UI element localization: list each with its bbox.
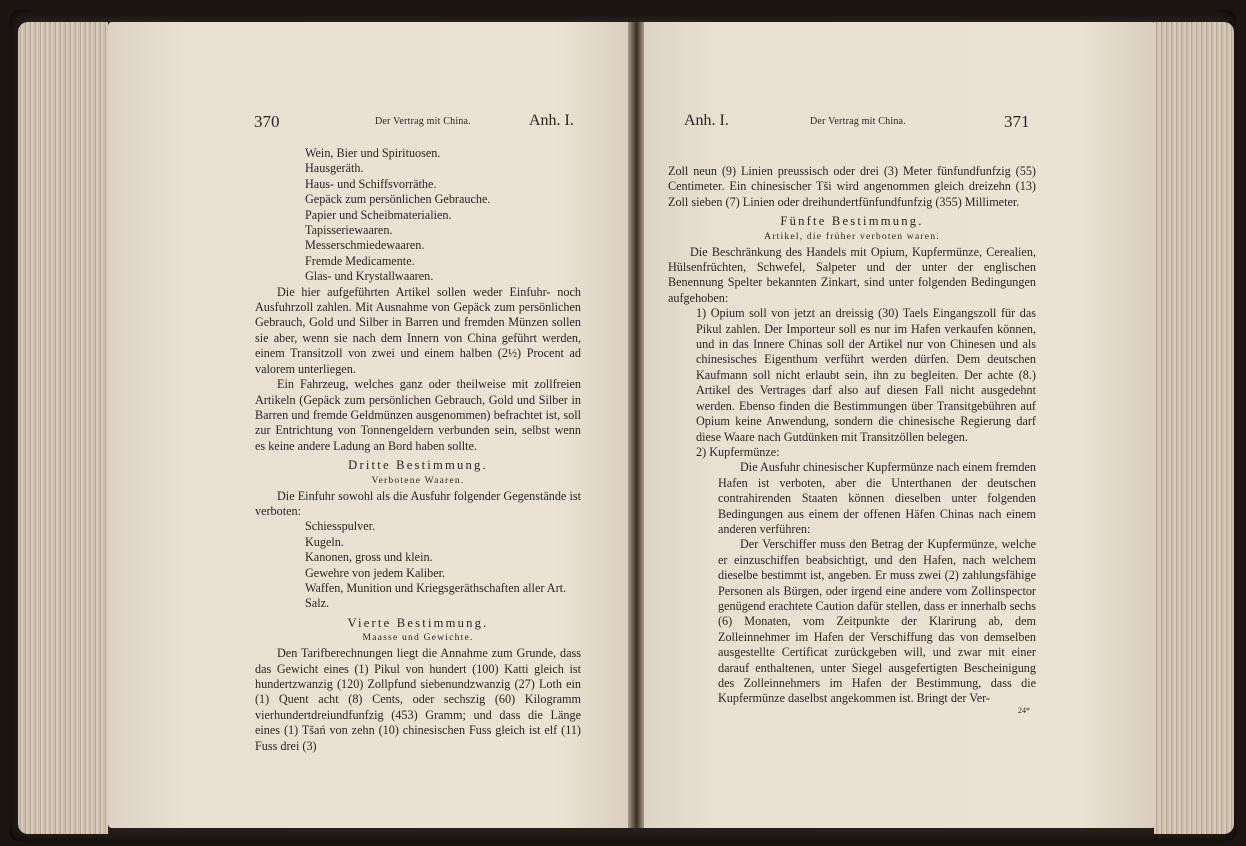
left-running-header — [108, 112, 634, 136]
list-item: Papier und Scheibmaterialien. — [305, 207, 452, 222]
left-page-body — [255, 146, 581, 754]
list-item: Waffen, Munition und Kriegsgeräthschaften aller Art. — [305, 580, 567, 595]
list-item: Messerschmiedewaaren. — [305, 238, 425, 253]
right-page-number: 371 — [1004, 112, 1030, 131]
paragraph: Ein Fahrzeug, welches ganz oder theilweise mit zollfreien Artikeln (Gepäck zum persönlichen Gebrauch, Gold und Silber in Barren und fremde Geldmünzen ausgenommen) befrachtet ist, soll zur Entrichtung von Tonnengeldern verbunden sein, selbst wenn es keine andere Ladung an Bord haben sollte. — [255, 377, 581, 453]
page-edges-left — [18, 22, 108, 834]
paragraph: Die Einfuhr sowohl als die Ausfuhr folgender Gegenstände ist verboten: — [255, 488, 581, 518]
paragraph: Zoll neun (9) Linien preussisch oder drei (3) Meter fünfundfunfzig (55) Centimeter. Ein chinesischer Tši wird angenommen gleich dreizehn (13) Zoll sieben (7) Linien oder dreihundertfünfundfunfzig (355) Millimeter. — [668, 164, 1036, 209]
section-heading: Fünfte Bestimmung. — [780, 214, 924, 229]
paragraph: Der Verschiffer muss den Betrag der Kupfermünze, welche er einzuschiffen beabsichtigt, und den Hafen, nach welchem dieselbe bestimmt ist, angeben. Er muss zwei (2) zahlungsfähige Personen als Bürgen, oder irgend eine andere vom Zollinspector genügend erachtete Caution dafür stellen, dass er innerhalb sechs (6) Monaten, vom Zeitpunkte der Klarirung ab, dem Zolleinnehmer im Hafen der Verschiffung das von demselben ausgestellte Certificat zurückgeben will, und zwar mit einer darauf enthaltenen, unter Siegel ausgefertigten Bescheinigung des Zolleinnehmers im Hafen der Bestimmung, dass die Kupfermünze daselbst angekommen ist. Bringt der Ver- — [718, 537, 1036, 706]
paragraph: Den Tarifberechnungen liegt die Annahme zum Grunde, dass das Gewicht eines (1) Pikul von hundert (100) Katti gleich ist hundertzwanzig (120) Zollpfund siebenundzwanzig (27) Loth ein (1) Quent acht (8) Cents, oder sechszig (60) Kilogramm vierhundertdreiundfunfzig (453) Gramm; und dass die Länge eines (1) Tšań von zehn (10) chinesischen Fuss gleich ist elf (11) Fuss drei (3) — [255, 646, 581, 753]
list-item: Hausgeräth. — [305, 161, 364, 176]
book-gutter — [628, 22, 644, 828]
list-item: Wein, Bier und Spirituosen. — [305, 146, 441, 160]
list-item: Gewehre von jedem Kaliber. — [305, 565, 446, 580]
left-page-number: 370 — [254, 112, 280, 131]
list-item: Kanonen, gross und klein. — [305, 550, 433, 565]
allowed-items-list — [255, 146, 581, 285]
right-page — [638, 22, 1156, 828]
paragraph: 1) Opium soll von jetzt an dreissig (30) Taels Eingangszoll für das Pikul zahlen. Der Importeur soll es nur im Hafen verkaufen können, und in das Innere Chinas soll der Artikel nur von Chinesen und als chinesisches Eigenthum verführt werden dürfen. Dem deutschen Kaufmann soll nicht erlaubt sein, ihn zu begleiten. Der achte (8.) Artikel des Vertrages darf also auf diesen Fall nicht ausgedehnt werden. Ebenso finden die Bestimmungen über Transitgebühren auf Opium keine Anwendung, sondern die chinesische Regierung darf diese Waare nach Gutdünken mit Transitzöllen belegen. — [696, 306, 1036, 444]
list-item: Kugeln. — [305, 534, 344, 549]
section-heading: Vierte Bestimmung. — [347, 615, 489, 630]
paragraph: Die Ausfuhr chinesischer Kupfermünze nach einem fremden Hafen ist verboten, aber die Unterthanen der deutschen contrahirenden Staaten können dieselben unter folgenden Bedingungen aus einem der offenen Häfen Chinas nach einem anderen verführen: — [718, 460, 1036, 536]
left-page — [108, 22, 634, 828]
item-label: 2) Kupfermünze: — [696, 444, 780, 459]
list-item: Salz. — [305, 596, 330, 611]
page-edges-right — [1154, 22, 1234, 834]
numbered-item-opium — [668, 306, 1036, 445]
list-item: Tapisseriewaaren. — [305, 223, 393, 238]
right-running-title: Der Vertrag mit China. — [810, 116, 906, 127]
left-section-mark: Anh. I. — [529, 112, 574, 129]
paragraph: Die Beschränkung des Handels mit Opium, Kupfermünze, Cerealien, Hülsenfrüchten, Schwefel, Salpeter und der unter der englischen Benennung Spelter bekannten Zinkart, sind unter folgenden Bedingungen aufgehoben: — [668, 244, 1036, 305]
right-page-body — [668, 164, 1036, 715]
list-item: Fremde Medicamente. — [305, 253, 415, 268]
signature-mark: 24* — [1018, 705, 1030, 715]
paragraph: Die hier aufgeführten Artikel sollen weder Einfuhr- noch Ausfuhrzoll zahlen. Mit Ausnahme von Gepäck zum persönlichen Gebrauch, Gold und Silber in Barren und fremden Münzen sollen sie aber, wenn sie nach dem Innern von China geführt werden, einem Transitzoll von zwei und einem halben (2½) Procent ad valorem unterliegen. — [255, 284, 581, 376]
right-running-header — [638, 112, 1156, 136]
left-running-title: Der Vertrag mit China. — [375, 116, 471, 127]
list-item: Haus- und Schiffsvorräthe. — [305, 176, 437, 191]
section-subheading: Verbotene Waaren. — [371, 474, 465, 486]
section-subheading: Artikel, die früher verboten waren. — [764, 230, 940, 242]
section-heading: Dritte Bestimmung. — [348, 458, 488, 473]
list-item: Glas- und Krystallwaaren. — [305, 269, 434, 284]
numbered-item-copper — [668, 445, 1036, 707]
list-item: Gepäck zum persönlichen Gebrauche. — [305, 192, 491, 207]
list-item: Schiesspulver. — [305, 519, 376, 534]
forbidden-items-list — [255, 519, 581, 611]
section-subheading: Maasse und Gewichte. — [362, 632, 474, 644]
right-section-mark: Anh. I. — [684, 112, 729, 129]
